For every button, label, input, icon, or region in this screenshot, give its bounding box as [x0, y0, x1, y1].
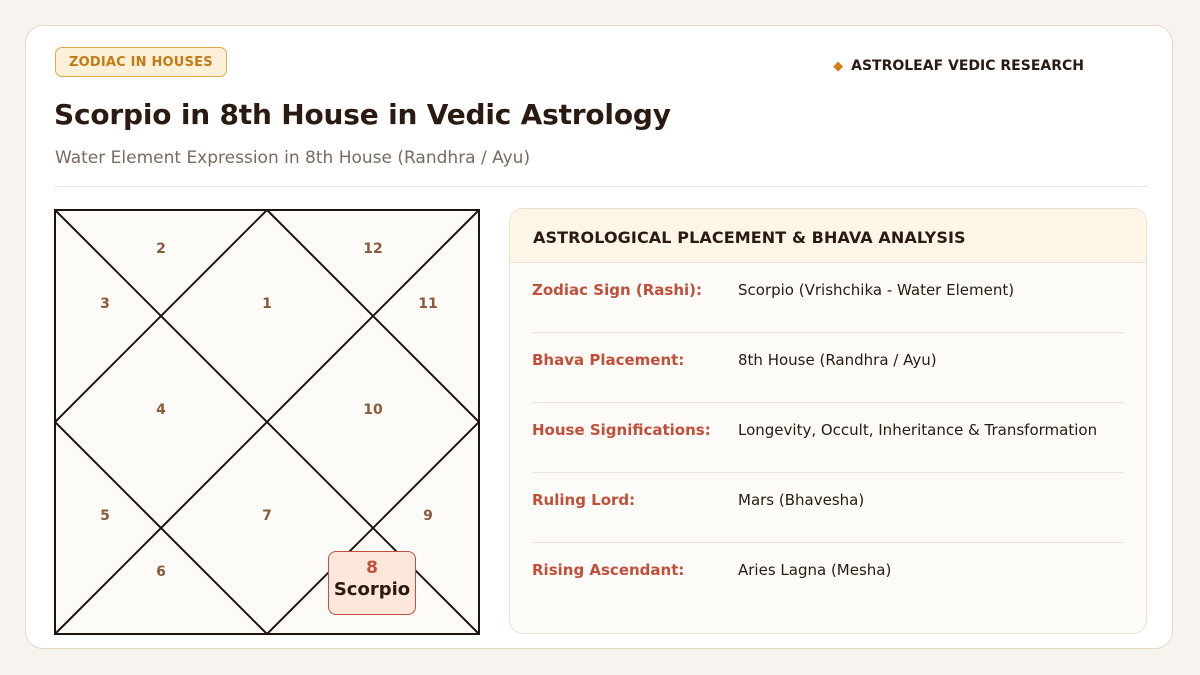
analysis-row-house-significations — [532, 403, 1124, 473]
analysis-rows — [510, 263, 1146, 613]
analysis-panel — [509, 208, 1147, 634]
analysis-row-ruling-lord — [532, 473, 1124, 543]
header-divider — [54, 186, 1147, 187]
house-12: 12 — [363, 241, 383, 257]
analysis-row-zodiac-sign — [532, 263, 1124, 333]
content-card — [25, 25, 1173, 649]
chart-lines — [54, 209, 480, 635]
highlighted-house-number: 8 — [366, 558, 378, 578]
house-1: 1 — [262, 296, 272, 312]
row-label: Zodiac Sign (Rashi): — [532, 281, 703, 299]
row-label: House Significations: — [532, 421, 711, 439]
row-value: Longevity, Occult, Inheritance & Transformation — [738, 421, 1098, 439]
category-badge: ZODIAC IN HOUSES — [55, 47, 227, 77]
row-label: Bhava Placement: — [532, 351, 685, 369]
page-title: Scorpio in 8th House in Vedic Astrology — [54, 98, 671, 131]
house-2: 2 — [156, 241, 166, 257]
row-label: Rising Ascendant: — [532, 561, 685, 579]
house-10: 10 — [363, 402, 383, 418]
brand-label: ASTROLEAF VEDIC RESEARCH — [851, 58, 1084, 74]
page-subtitle: Water Element Expression in 8th House (Randhra / Ayu) — [55, 148, 531, 168]
analysis-row-rising-ascendant — [532, 543, 1124, 613]
highlighted-house-8 — [328, 551, 416, 615]
row-value: Aries Lagna (Mesha) — [738, 561, 892, 579]
analysis-row-bhava-placement — [532, 333, 1124, 403]
house-9: 9 — [423, 508, 433, 524]
house-5: 5 — [100, 508, 110, 524]
house-4: 4 — [156, 402, 166, 418]
row-value: 8th House (Randhra / Ayu) — [738, 351, 937, 369]
brand — [833, 58, 1084, 74]
panel-heading: ASTROLOGICAL PLACEMENT & BHAVA ANALYSIS — [510, 209, 1146, 263]
row-label: Ruling Lord: — [532, 491, 636, 509]
house-11: 11 — [418, 296, 438, 312]
diamond-icon: ◆ — [833, 58, 844, 74]
row-value: Mars (Bhavesha) — [738, 491, 865, 509]
row-value: Scorpio (Vrishchika - Water Element) — [738, 281, 1015, 299]
house-6: 6 — [156, 564, 166, 580]
north-indian-chart — [54, 209, 480, 635]
house-3: 3 — [100, 296, 110, 312]
highlighted-sign: Scorpio — [333, 579, 411, 600]
house-7: 7 — [262, 508, 272, 524]
